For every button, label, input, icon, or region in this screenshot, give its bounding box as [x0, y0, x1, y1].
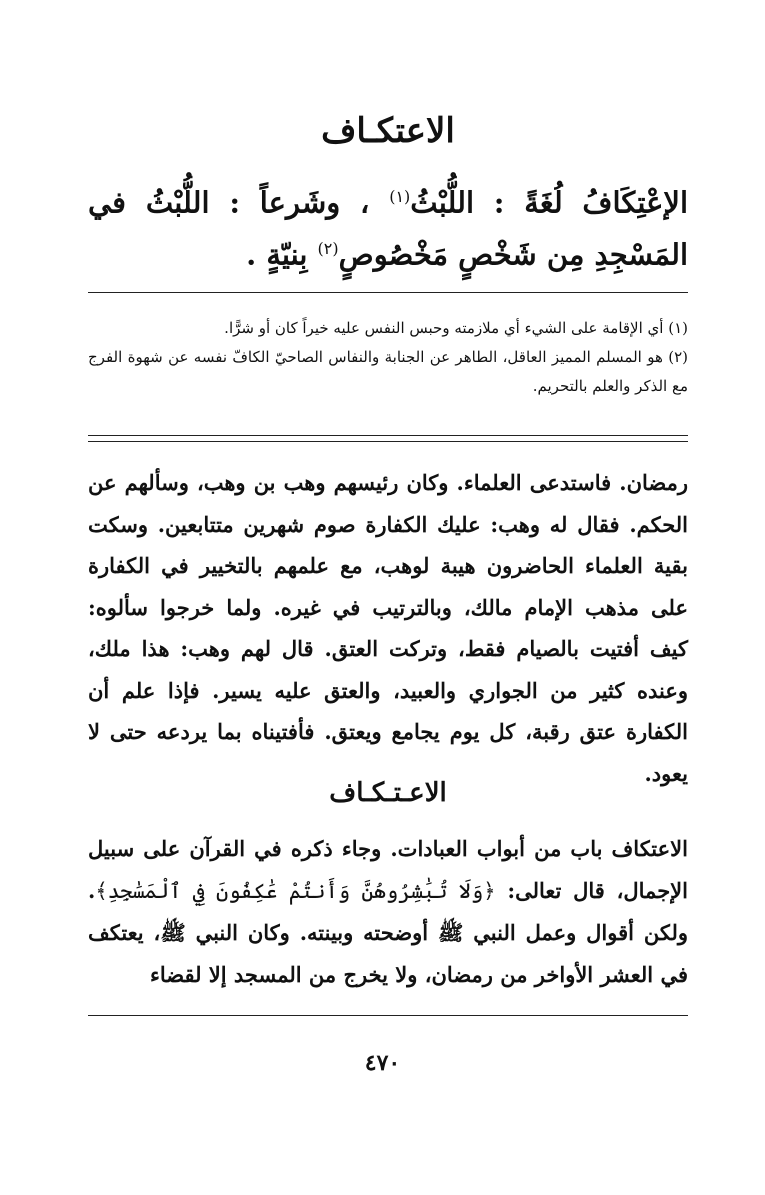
- section-heading: الاعـتـكـاف: [329, 778, 447, 808]
- footnote-2: (٢) هو المسلم المميز العاقل، الطاهر عن الجنابة والنفاس الصاحيّ الكافّ نفسه عن شهوة الفرج مع الذكر والعلم بالتحريم.: [88, 348, 688, 395]
- definition-part-2: ، وشَرعاً : اللُّبْثُ في المَسْجِدِ مِن شَخْصٍ مَخْصُوصٍ: [88, 185, 688, 272]
- footnote-separator: [88, 292, 688, 293]
- quran-verse: ﴿وَلَا تُبَٰشِرُوهُنَّ وَأَنتُمْ عَٰكِفُونَ فِي ٱلْمَسَٰجِدِ﴾: [95, 878, 496, 903]
- section-divider-bottom: [88, 441, 688, 442]
- definition-part-3: بِنيّةٍ .: [246, 237, 318, 272]
- definition-part-1: الإعْتِكَافُ لُغَةً : اللُّبْثُ: [410, 185, 688, 220]
- body-paragraph-2-part-2: . ولكن أقوال وعمل النبي ﷺ أوضحته وبينته. وكان النبي ﷺ، يعتكف في العشر الأواخر من رمضان، ولا يخرج من المسجد إلا لقضاء: [88, 877, 688, 987]
- footnote-marker-1: (١): [389, 187, 411, 206]
- page-number: ٤٧٠: [364, 1050, 401, 1076]
- body-paragraph-2-part-1: الاعتكاف باب من أبواب العبادات. وجاء ذكره في القرآن على سبيل الإجمال، قال تعالى:: [88, 836, 688, 903]
- section-divider-top: [88, 435, 688, 436]
- definition-paragraph: [88, 174, 688, 277]
- footnote-marker-2: (٢): [317, 238, 339, 258]
- body-paragraph-2: [88, 828, 688, 995]
- body-paragraph-1: رمضان. فاستدعى العلماء. وكان رئيسهم وهب بن وهب، وسألهم عن الحكم. فقال له وهب: عليك الكفارة صوم شهرين متتابعين. وسكت بقية العلماء الحاضرون هيبة لوهب، مع علمهم بالتخيير في الكفارة على مذهب الإمام مالك، وبالترتيب في غيره. ولما خرجوا سألوه: كيف أفتيت بالصيام فقط، وتركت العتق. قال لهم وهب: هذا ملك، وعنده كثير من الجواري والعبيد، والعتق عليه يسير. فإذا علم أن الكفارة عتق رقبة، كل يوم يجامع ويعتق. فأفتيناه بما يردعه حتى لا يعود.: [88, 470, 688, 786]
- bottom-rule: [88, 1015, 688, 1016]
- footnote-1: (١) أي الإقامة على الشيء أي ملازمته وحبس النفس عليه خيراً كان أو شرًّا.: [224, 319, 688, 337]
- top-section-heading: الاعتكـاف: [321, 111, 455, 151]
- footnotes: [88, 314, 688, 401]
